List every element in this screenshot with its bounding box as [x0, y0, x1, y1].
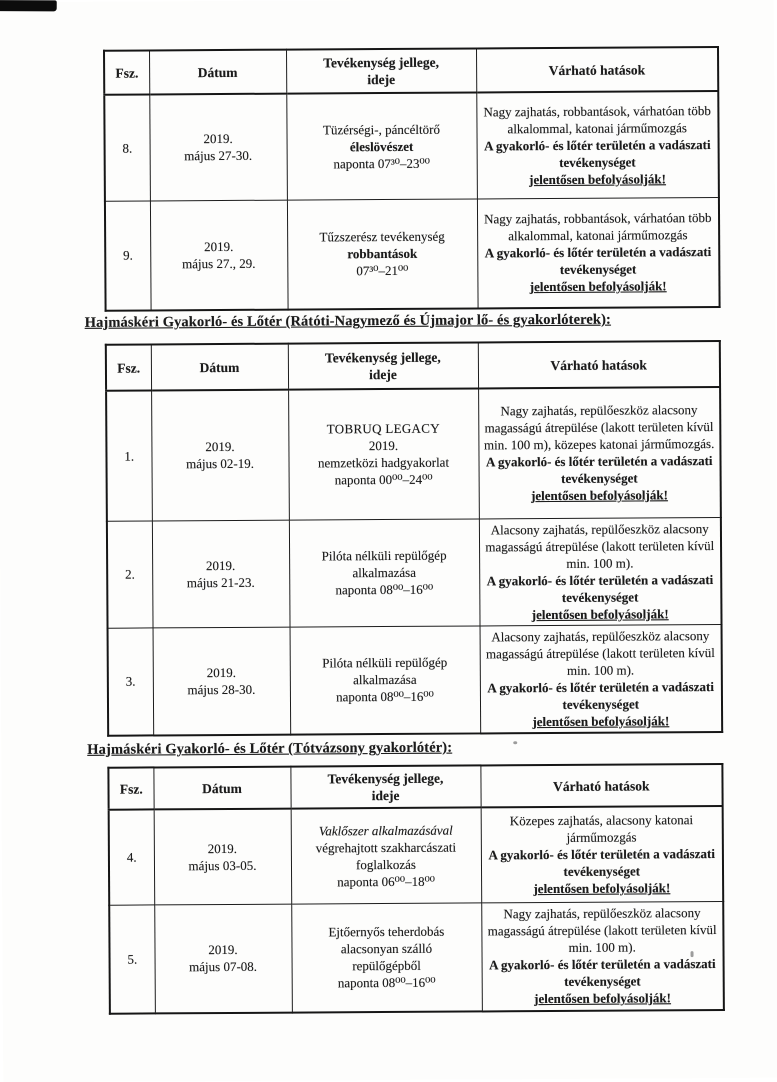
- effects-warning: A gyakorló- és lőtér területén a vadászati tevékenységet: [485, 453, 713, 487]
- activity-line: végrehajtott szakharcászati: [315, 839, 457, 856]
- header-varhato-hatasok: Várható hatások: [476, 47, 718, 92]
- row-number-cell: 2.: [107, 520, 153, 627]
- row-number-cell: 9.: [105, 200, 151, 310]
- effects-description: Nagy zajhatás, robbantások, várhatóan több alkalommal, katonai járműmozgás: [483, 102, 711, 137]
- effects-description: Nagy zajhatás, repülőeszköz alacsony magasságú átrepülése (lakott területen kívül min. 100 m).: [487, 905, 717, 956]
- date-year: 2019.: [205, 557, 236, 573]
- activity-line: Vaklőszer alkalmazásával: [318, 822, 453, 839]
- activity-exercise-name: TOBRUQ LEGACY: [326, 420, 440, 437]
- date-cell: [153, 627, 291, 735]
- date-year: 2019.: [204, 238, 234, 254]
- date-days: május 02-19.: [186, 456, 255, 472]
- activity-line: Ejtőernyős teherdobás: [328, 923, 445, 940]
- effects-cell: [480, 624, 723, 733]
- effects-warning-emphasis: jelentősen befolyásolják!: [531, 605, 669, 622]
- activity-line: éleslövészet: [349, 138, 414, 154]
- effects-warning-emphasis: jelentősen befolyásolják!: [533, 880, 671, 897]
- activity-time: naponta 07³⁰–23⁰⁰: [333, 155, 430, 172]
- header-datum: Dátum: [151, 344, 288, 391]
- activity-line: nemzetközi hadgyakorlat: [317, 454, 450, 471]
- table-row: [106, 387, 721, 521]
- header-varhato-hatasok: Várható hatások: [480, 764, 722, 807]
- date-year: 2019.: [203, 131, 233, 147]
- effects-warning: A gyakorló- és lőtér területén a vadászati tevékenységet: [488, 846, 715, 880]
- section-heading-totvazsony: Hajmáskéri Gyakorló- és Lőtér (Tótvázsony gyakorlótér):: [87, 739, 453, 758]
- date-cell: [150, 200, 288, 311]
- scan-artifact-mark: [0, 0, 57, 11]
- schedule-table-totvazsony: [107, 763, 725, 1015]
- date-days: május 21-23.: [186, 574, 255, 590]
- activity-cell: [289, 518, 480, 626]
- activity-time: 07³⁰–21⁰⁰: [356, 263, 409, 279]
- table-row: [105, 197, 720, 311]
- effects-warning: A gyakorló- és lőtér területén a vadászati tevékenységet: [484, 136, 711, 170]
- table-row: [104, 91, 719, 201]
- activity-line: foglalkozás: [355, 856, 416, 872]
- date-days: május 07-08.: [189, 959, 258, 975]
- activity-cell: [291, 902, 482, 1012]
- schedule-table-ratoti-nagymezo: [105, 340, 723, 736]
- activity-time: naponta 06⁰⁰–18⁰⁰: [337, 873, 436, 890]
- effects-warning-emphasis: jelentősen befolyásolják!: [534, 990, 672, 1007]
- effects-warning: A gyakorló- és lőtér területén a vadászati tevékenységet: [487, 678, 714, 712]
- activity-line: repülőgépből: [352, 958, 421, 974]
- effects-description: Alacsony zajhatás, repülőeszköz alacsony magasságú átrepülése (lakott területen kívül min. 100 m).: [485, 627, 715, 678]
- row-number-cell: 4.: [109, 809, 155, 904]
- activity-line: Tüzérségi-, páncéltörő: [322, 121, 441, 138]
- date-days: május 28-30.: [187, 681, 256, 697]
- effects-cell: [481, 806, 724, 902]
- table-row: [109, 806, 724, 905]
- schedule-table-continuation: [103, 46, 721, 312]
- activity-cell: [291, 807, 482, 903]
- date-days: május 27., 29.: [182, 255, 256, 272]
- date-year: 2019.: [205, 439, 235, 455]
- effects-description: Közepes zajhatás, alacsony katonai járműmozgás: [509, 812, 694, 846]
- header-datum: Dátum: [149, 50, 286, 95]
- table-row: [107, 517, 722, 628]
- table-header-row: [104, 47, 718, 95]
- row-number-cell: 8.: [104, 94, 150, 200]
- section-heading-ratoti-nagymezo: Hajmáskéri Gyakorló- és Lőtér (Rátóti-Nagymező és Újmajor lő- és gyakorlóterek):: [84, 311, 611, 331]
- effects-cell: [478, 387, 721, 518]
- activity-line: Pilóta nélküli repülőgép: [321, 547, 447, 564]
- effects-warning: A gyakorló- és lőtér területén a vadászati tevékenységet: [486, 571, 714, 605]
- table-header-row: [106, 341, 720, 391]
- date-cell: [149, 94, 287, 201]
- activity-cell: [287, 198, 478, 309]
- activity-line: Pilóta nélküli repülőgép: [322, 654, 448, 671]
- header-tevekenyseg: Tevékenység jellege, ideje: [286, 48, 476, 93]
- row-number-cell: 1.: [106, 390, 152, 520]
- table-row: [109, 901, 724, 1014]
- activity-time: naponta 08⁰⁰–16⁰⁰: [336, 688, 434, 705]
- date-cell: [154, 904, 292, 1014]
- effects-warning-emphasis: jelentősen befolyásolják!: [530, 487, 668, 504]
- activity-line: alkalmazása: [352, 564, 416, 581]
- activity-line: alacsonyan szálló: [340, 940, 433, 957]
- activity-line: alkalmazása: [353, 671, 417, 688]
- effects-description: Nagy zajhatás, repülőeszköz alacsony magasságú átrepülése (lakott területen kívül min. 100 m), közepes katonai járműmozgás.: [483, 402, 715, 453]
- activity-cell: [290, 625, 481, 734]
- activity-time: naponta 08⁰⁰–16⁰⁰: [335, 581, 434, 598]
- effects-warning: A gyakorló- és lőtér területén a vadászati tevékenységet: [489, 956, 716, 990]
- activity-line: Tűzszerész tevékenység: [319, 228, 445, 245]
- effects-description: Nagy zajhatás, robbantások, várhatóan több alkalommal, katonai járműmozgás: [484, 210, 712, 244]
- effects-warning-emphasis: jelentősen befolyásolják!: [529, 171, 667, 187]
- date-cell: [154, 809, 292, 905]
- header-fsz: Fsz.: [106, 344, 151, 390]
- effects-cell: [477, 197, 720, 308]
- effects-cell: [476, 91, 719, 198]
- date-days: május 27-30.: [184, 148, 253, 164]
- activity-time: naponta 00⁰⁰–24⁰⁰: [334, 471, 433, 488]
- activity-cell: [288, 388, 479, 519]
- row-number-cell: 5.: [109, 904, 155, 1013]
- header-fsz: Fsz.: [108, 767, 153, 809]
- date-year: 2019.: [207, 840, 238, 856]
- effects-warning-emphasis: jelentősen befolyásolják!: [529, 278, 667, 295]
- date-cell: [151, 390, 289, 521]
- activity-line: robbantások: [347, 246, 418, 262]
- date-days: május 03-05.: [188, 857, 257, 873]
- activity-cell: [286, 92, 477, 199]
- effects-warning: A gyakorló- és lőtér területén a vadászati tevékenységet: [484, 244, 712, 278]
- activity-line: 2019.: [368, 438, 399, 454]
- effects-description: Alacsony zajhatás, repülőeszköz alacsony magasságú átrepülése (lakott területen kívül min. 100 m).: [485, 520, 715, 571]
- table-row: [108, 624, 723, 735]
- row-number-cell: 3.: [108, 627, 154, 735]
- effects-cell: [481, 901, 724, 1011]
- header-datum: Dátum: [153, 767, 290, 810]
- date-cell: [152, 520, 290, 628]
- date-year: 2019.: [208, 942, 238, 958]
- effects-warning-emphasis: jelentősen befolyásolják!: [532, 712, 670, 729]
- table-header-row: [108, 764, 722, 810]
- header-tevekenyseg: Tevékenység jellege, ideje: [288, 342, 478, 389]
- header-varhato-hatasok: Várható hatások: [478, 341, 720, 388]
- date-year: 2019.: [206, 664, 236, 680]
- effects-cell: [479, 517, 722, 625]
- header-fsz: Fsz.: [104, 50, 149, 94]
- header-tevekenyseg: Tevékenység jellege, ideje: [290, 765, 480, 808]
- activity-time: naponta 08⁰⁰–16⁰⁰: [337, 974, 436, 991]
